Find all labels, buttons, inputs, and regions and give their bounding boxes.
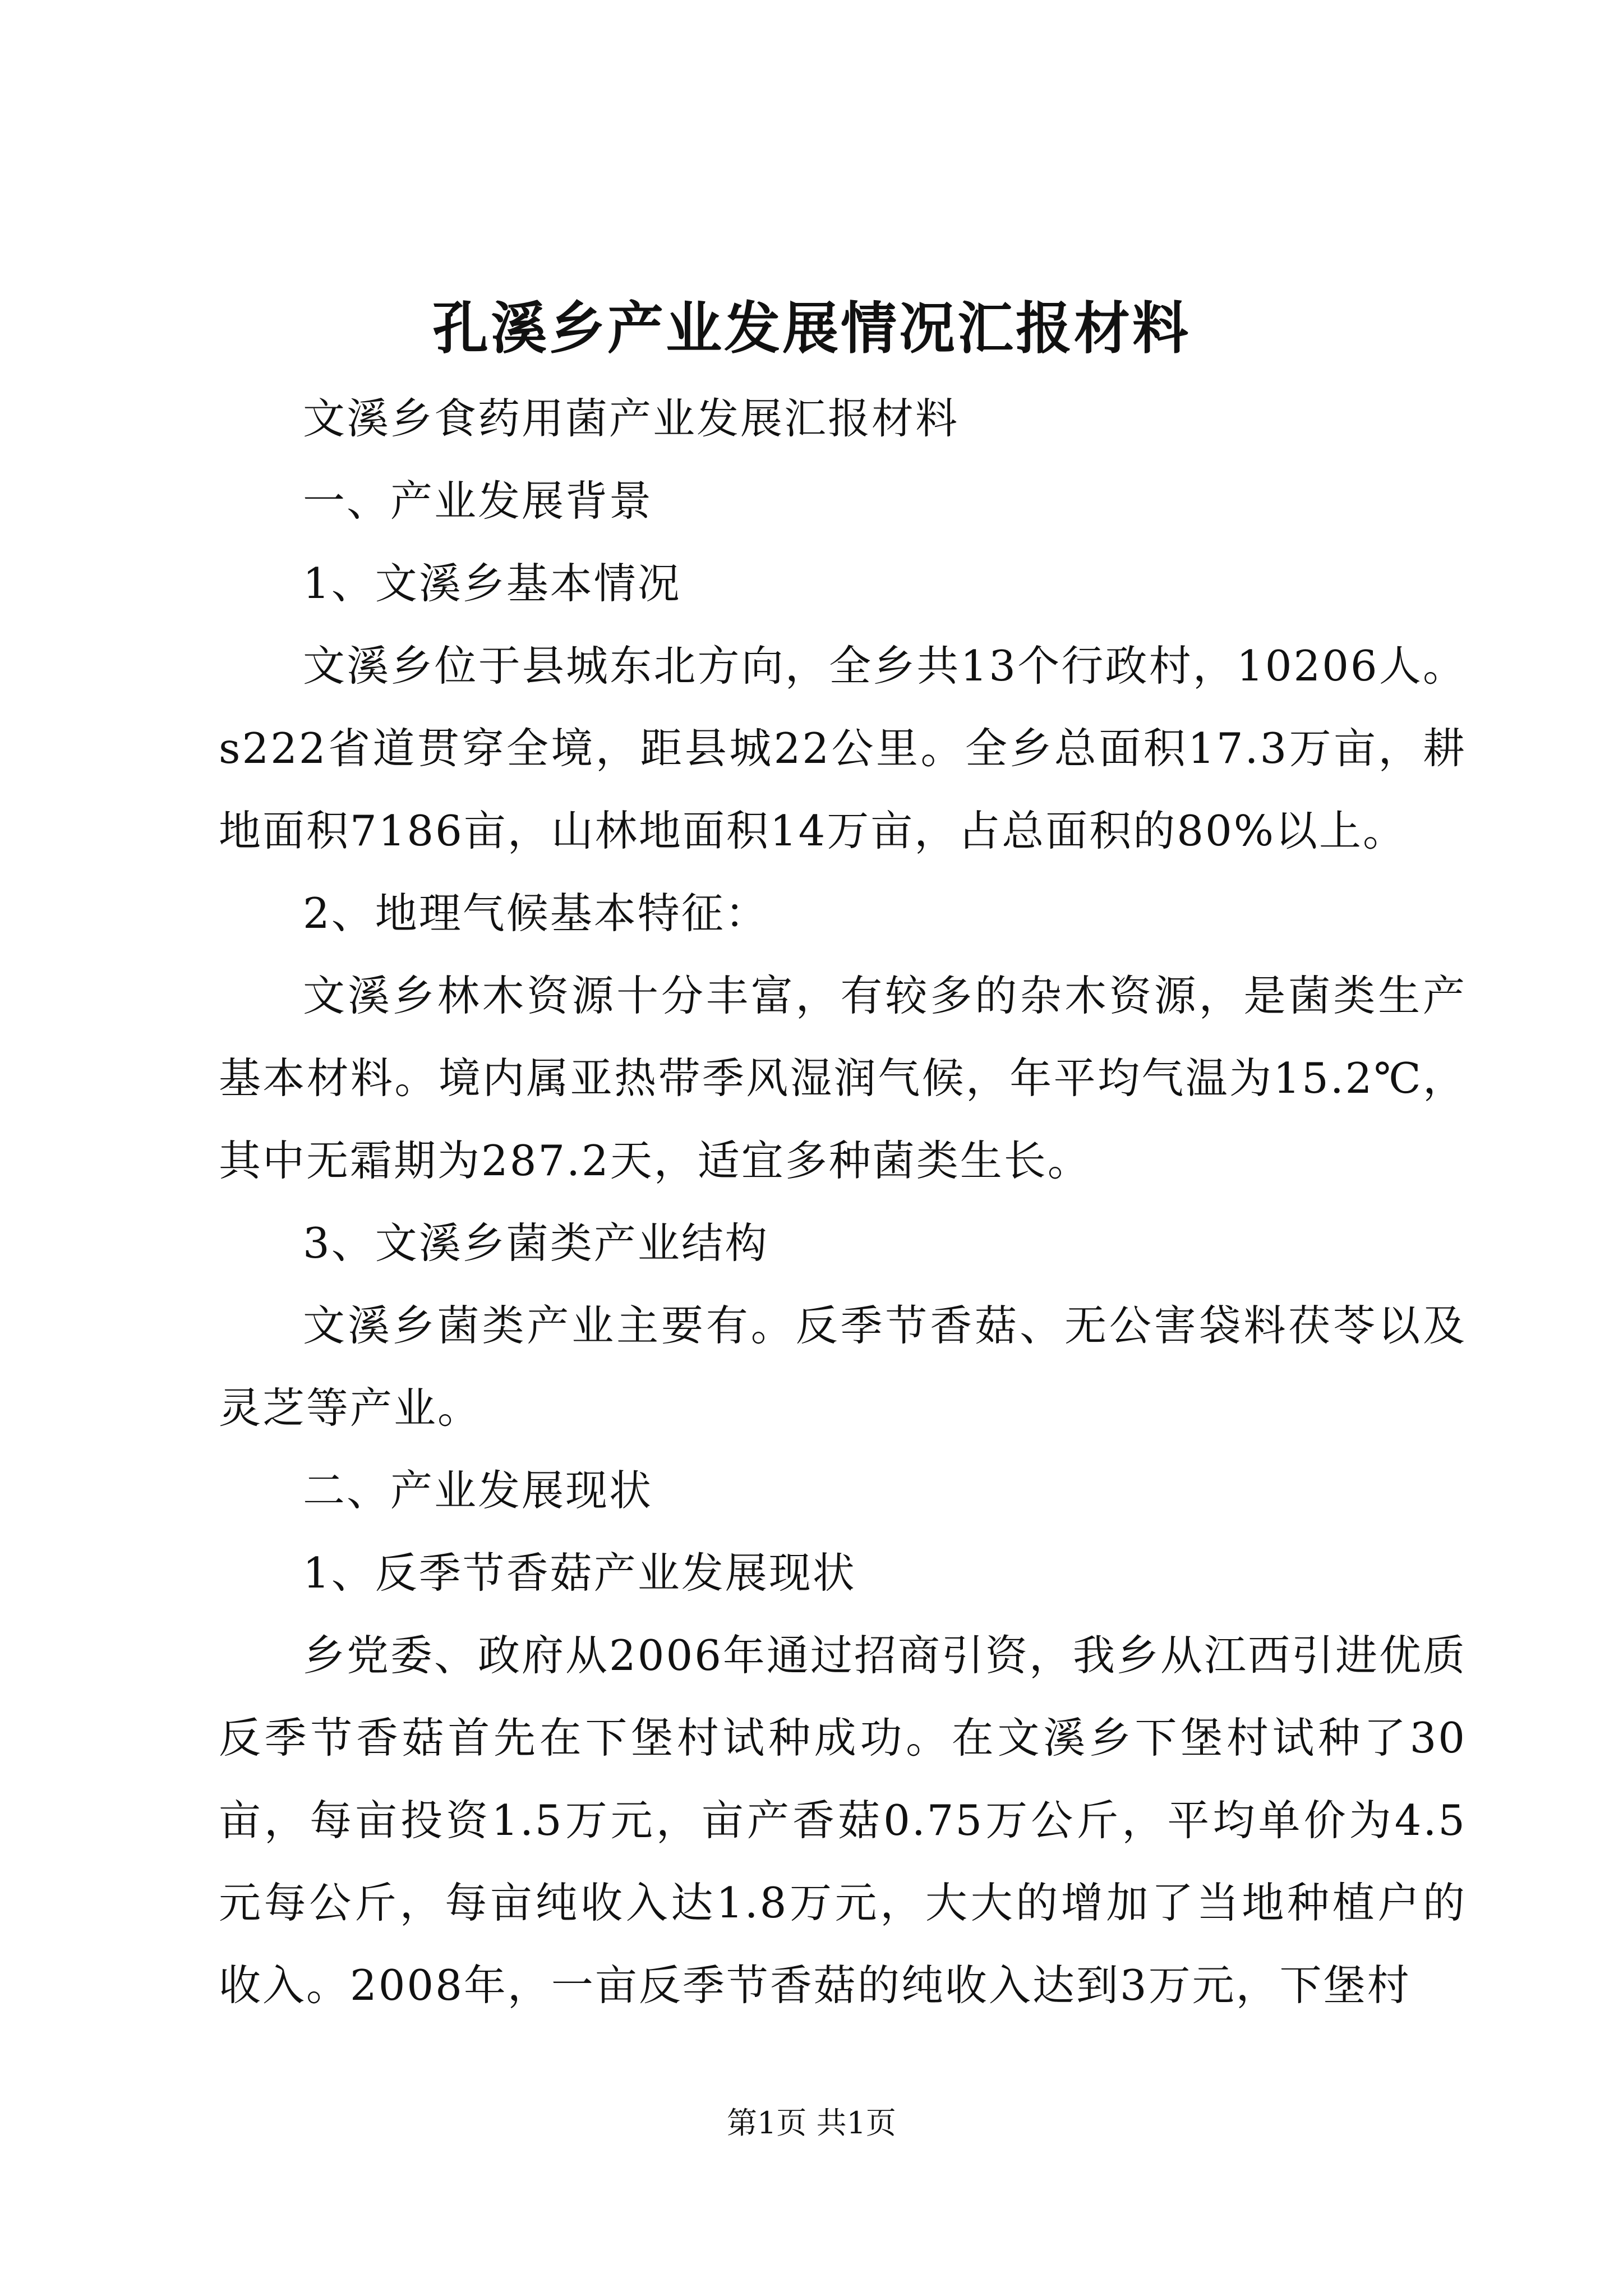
page-footer: 第1页 共1页 [727,2105,896,2141]
subsection-heading: 2、地理气候基本特征： [303,889,769,938]
paragraph: 文溪乡林木资源十分丰富，有较多的杂木资源，是菌类生产基本材料。境内属亚热带季风湿润气候，年平均气温为15.2℃，其中无霜期为287.2天，适宜多种菌类生长。 [219,971,1467,1185]
paragraph: 文溪乡食药用菌产业发展汇报材料 [303,394,960,443]
section-heading: 一、产业发展背景 [303,476,653,526]
document-body [219,378,1467,2027]
paragraph: 文溪乡位于县城东北方向，全乡共13个行政村，10206人。s222省道贯穿全境，距县城22公里。全乡总面积17.3万亩，耕地面积7186亩，山林地面积14万亩，占总面积的80%以上。 [219,641,1467,855]
document-title: 孔溪乡产业发展情况汇报材料 [432,295,1191,361]
section-heading: 二、产业发展现状 [303,1466,653,1515]
subsection-heading: 1、文溪乡基本情况 [303,559,681,608]
subsection-heading: 1、反季节香菇产业发展现状 [303,1548,856,1598]
subsection-heading: 3、文溪乡菌类产业结构 [303,1218,769,1268]
paragraph: 乡党委、政府从2006年通过招商引资，我乡从江西引进优质反季节香菇首先在下堡村试种成功。在文溪乡下堡村试种了30亩，每亩投资1.5万元，亩产香菇0.75万公斤，平均单价为4.5元每公斤，每亩纯收入达1.8万元，大大的增加了当地种植户的收入。2008年，一亩反季节香菇的纯收入达到3万元，下堡村 [219,1631,1467,2010]
paragraph: 文溪乡菌类产业主要有。反季节香菇、无公害袋料茯苓以及灵芝等产业。 [219,1301,1467,1433]
